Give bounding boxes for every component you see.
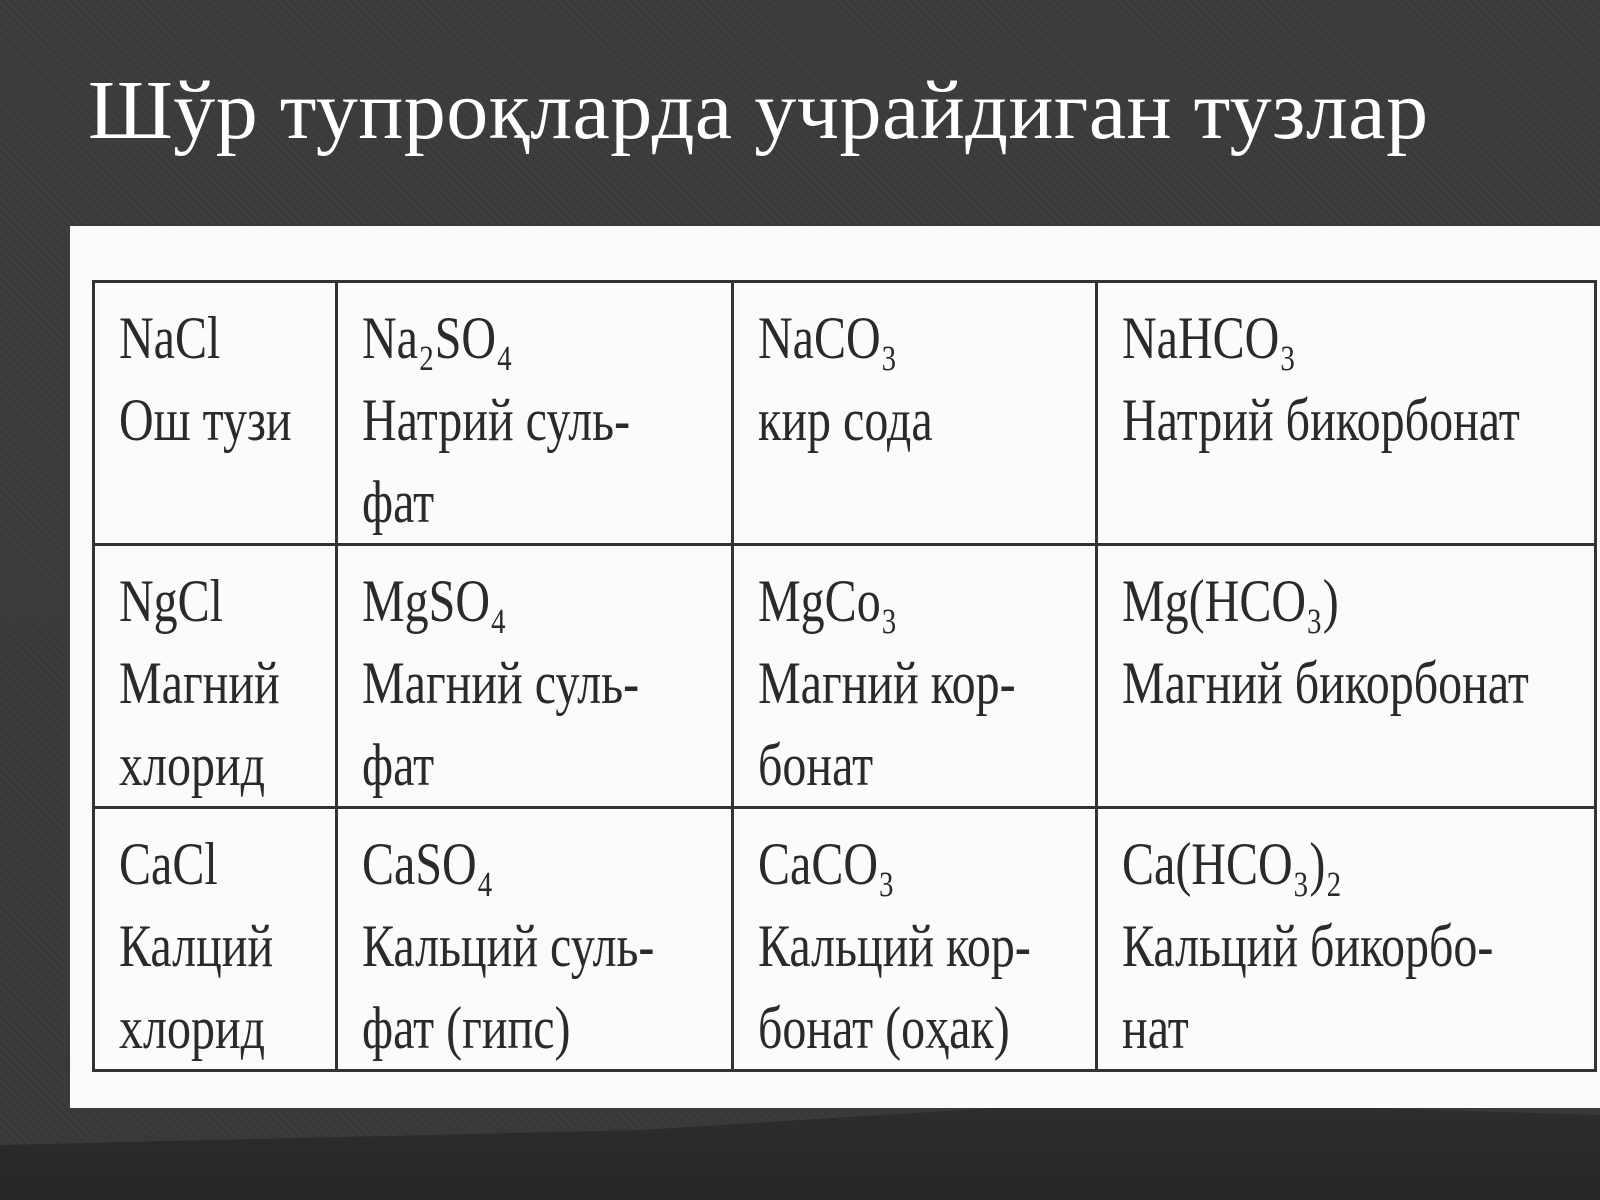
table-cell <box>733 545 1097 808</box>
table-cell <box>94 808 337 1071</box>
table-cell <box>1097 808 1596 1071</box>
salt-formula: NgCl <box>119 568 224 634</box>
table-cell <box>337 282 733 545</box>
salt-name: Калций хлорид <box>119 913 274 1061</box>
salt-name: Кальций кор- бонат (оҳак) <box>758 913 1031 1061</box>
slide-title: Шўр тупроқларда учрайдиган тузлар <box>88 64 1429 157</box>
salt-name: Натрий суль- фат <box>362 387 631 535</box>
salt-formula: Ca(HCO₃)₂ <box>1122 831 1343 897</box>
salt-name: Кальций бикорбо- нат <box>1122 913 1494 1061</box>
salt-formula: Na₂SO₄ <box>362 305 513 371</box>
salt-name: Магний кор- бонат <box>758 650 1016 798</box>
salt-name: Ош тузи <box>119 387 292 453</box>
salt-formula: NaCl <box>119 305 221 371</box>
salt-name: Натрий бикорбонат <box>1122 387 1520 453</box>
table-row <box>94 545 1596 808</box>
table-cell <box>1097 282 1596 545</box>
salt-formula: CaCl <box>119 831 218 897</box>
table-panel <box>70 226 1600 1108</box>
table-cell <box>94 545 337 808</box>
table-cell <box>337 545 733 808</box>
salt-formula: NaCO₃ <box>758 305 898 371</box>
salt-name: Кальций суль- фат (гипс) <box>362 913 655 1061</box>
bottom-decorative-band <box>0 1100 1600 1200</box>
salt-name: кир сода <box>758 387 933 453</box>
table-row <box>94 282 1596 545</box>
table-row <box>94 808 1596 1071</box>
salt-formula: NaHCO₃ <box>1122 305 1297 371</box>
table-cell <box>1097 545 1596 808</box>
salt-formula: MgSO₄ <box>362 568 507 634</box>
salt-name: Магний суль- фат <box>362 650 640 798</box>
salt-table <box>92 280 1597 1072</box>
salt-name: Магний бикорбонат <box>1122 650 1529 716</box>
table-cell <box>733 282 1097 545</box>
salt-formula: CaSO₄ <box>362 831 494 897</box>
table-cell <box>337 808 733 1071</box>
salt-name: Магний хлорид <box>119 650 280 798</box>
salt-formula: Mg(HCO₃) <box>1122 568 1339 634</box>
salt-formula: MgCo₃ <box>758 568 898 634</box>
salt-formula: CaCO₃ <box>758 831 895 897</box>
table-cell <box>733 808 1097 1071</box>
table-cell <box>94 282 337 545</box>
